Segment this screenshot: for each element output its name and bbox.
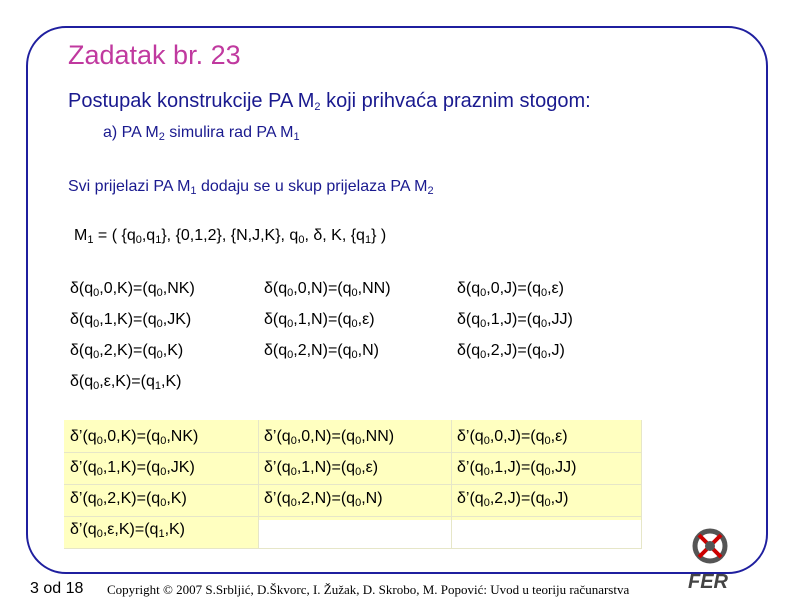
delta-cell: $\delta(q_0,1,J)=(q_0,JJ)$ (457, 311, 573, 330)
transitions-note: Svi prijelazi PA $M_1$ dodaju se u skup prijelaza PA $M_2$ (68, 178, 434, 197)
table-divider (64, 516, 642, 517)
delta-prime-cell: $\delta’(q_0,0,N)=(q_0,NN)$ (264, 428, 395, 447)
page-number: 3 od 18 (30, 580, 84, 597)
delta-prime-cell: $\delta’(q_0,1,N)=(q_0,\varepsilon)$ (264, 459, 379, 478)
delta-cell: $\delta(q_0,1,K)=(q_0,JK)$ (70, 311, 192, 330)
sub-item-a: a) PA $M_2$ simulira rad PA $M_1$ (103, 124, 300, 143)
delta-cell: $\delta(q_0,2,J)=(q_0,J)$ (457, 342, 565, 361)
delta-cell: $\delta(q_0,0,K)=(q_0,NK)$ (70, 280, 195, 299)
delta-prime-cell: $\delta’(q_0,\varepsilon,K)=(q_1,K)$ (70, 521, 186, 540)
delta-cell: $\delta(q_0,0,N)=(q_0,NN)$ (264, 280, 391, 299)
delta-prime-cell: $\delta’(q_0,2,N)=(q_0,N)$ (264, 490, 383, 509)
delta-prime-cell: $\delta’(q_0,2,J)=(q_0,J)$ (457, 490, 569, 509)
slide-title: Zadatak br. 23 (68, 40, 241, 70)
intro-line: Postupak konstrukcije PA $M_2$ koji prihvaća praznim stogom: (68, 90, 591, 113)
delta-prime-cell: $\delta’(q_0,1,K)=(q_0,JK)$ (70, 459, 195, 478)
table-divider (64, 484, 642, 485)
delta-prime-cell: $\delta’(q_0,0,K)=(q_0,NK)$ (70, 428, 199, 447)
delta-prime-cell: $\delta’(q_0,2,K)=(q_0,K)$ (70, 490, 187, 509)
m1-definition: $M_1$ = ( $\{q_0,q_1\}$, {0,1,2}, {N,J,K}, $q_0$, δ, K, $\{q_1\}$ ) (74, 227, 387, 246)
delta-cell: $\delta(q_0,1,N)=(q_0,\varepsilon)$ (264, 311, 375, 330)
delta-cell: $\delta(q_0,0,J)=(q_0,\varepsilon)$ (457, 280, 564, 299)
delta-cell: $\delta(q_0,\varepsilon,K)=(q_1,K)$ (70, 373, 182, 392)
table-divider (64, 548, 642, 549)
logo-text: FER (688, 571, 728, 593)
copyright-text: Copyright © 2007 S.Srbljić, D.Škvorc, I. Žužak, D. Skrobo, M. Popović: Uvod u teoriju računarstva (107, 582, 630, 597)
delta-cell: $\delta(q_0,2,N)=(q_0,N)$ (264, 342, 379, 361)
fer-logo (682, 524, 746, 594)
delta-prime-cell: $\delta’(q_0,1,J)=(q_0,JJ)$ (457, 459, 577, 478)
delta-cell: $\delta(q_0,2,K)=(q_0,K)$ (70, 342, 184, 361)
table-divider (64, 452, 642, 453)
logo-mark-icon (695, 531, 725, 561)
delta-prime-cell: $\delta’(q_0,0,J)=(q_0,\varepsilon)$ (457, 428, 568, 447)
